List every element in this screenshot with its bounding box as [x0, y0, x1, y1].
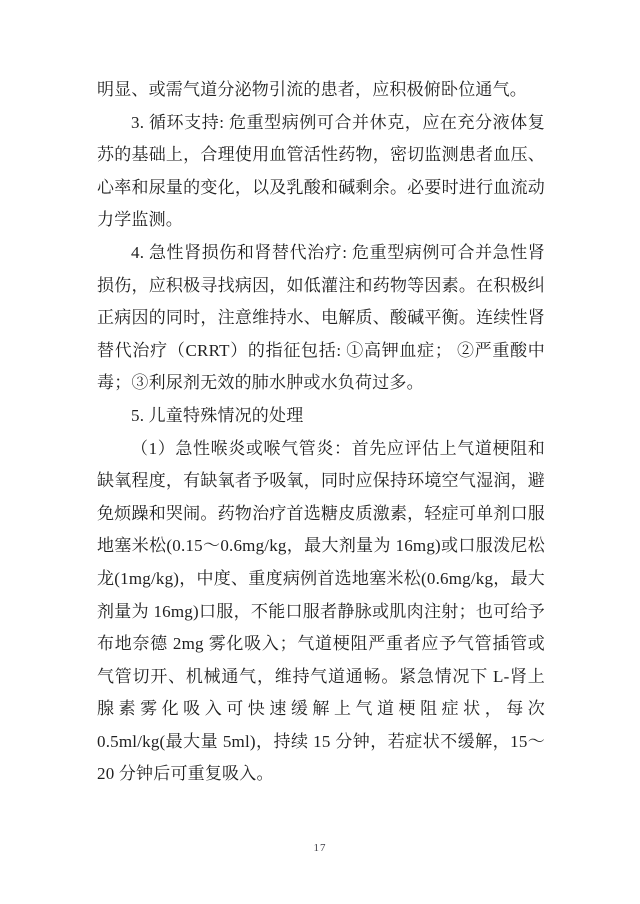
paragraph: 4. 急性肾损伤和肾替代治疗: 危重型病例可合并急性肾损伤，应积极寻找病因，如低灌注和药物等因素。在积极纠正病因的同时，注意维持水、电解质、酸碱平衡。连续性肾替代治疗（CRRT）的指征包括: ①高钾血症； ②严重酸中毒；③利尿剂无效的肺水肿或水负荷过多。 — [97, 242, 545, 393]
page-content — [97, 74, 545, 791]
paragraph: 3. 循环支持: 危重型病例可合并休克，应在充分液体复苏的基础上，合理使用血管活性药物，密切监测患者血压、心率和尿量的变化，以及乳酸和碱剩余。必要时进行血流动力学监测。 — [97, 112, 545, 230]
paragraph: （1）急性喉炎或喉气管炎：首先应评估上气道梗阻和缺氧程度，有缺氧者予吸氧，同时应保持环境空气湿润，避免烦躁和哭闹。药物治疗首选糖皮质激素，轻症可单剂口服地塞米松(0.15～0.6mg/kg，最大剂量为 16mg)或口服泼尼松龙(1mg/kg)，中度、重度病例首选地塞米松(0.6mg/kg，最大剂量为 16mg)口服，不能口服者静脉或肌肉注射；也可给予布地奈德 2mg 雾化吸入；气道梗阻严重者应予气管插管或气管切开、机械通气，维持气道通畅。紧急情况下 L-肾上腺素雾化吸入可快速缓解上气道梗阻症状，每次 0.5ml/kg(最大量 5ml)，持续 15 分钟，若症状不缓解，15～20 分钟后可重复吸入。 — [97, 438, 545, 784]
page-number: 17 — [313, 842, 327, 854]
page-footer — [0, 838, 640, 856]
paragraph: 5. 儿童特殊情况的处理 — [131, 405, 304, 425]
paragraph: 明显、或需气道分泌物引流的患者，应积极俯卧位通气。 — [97, 80, 527, 99]
